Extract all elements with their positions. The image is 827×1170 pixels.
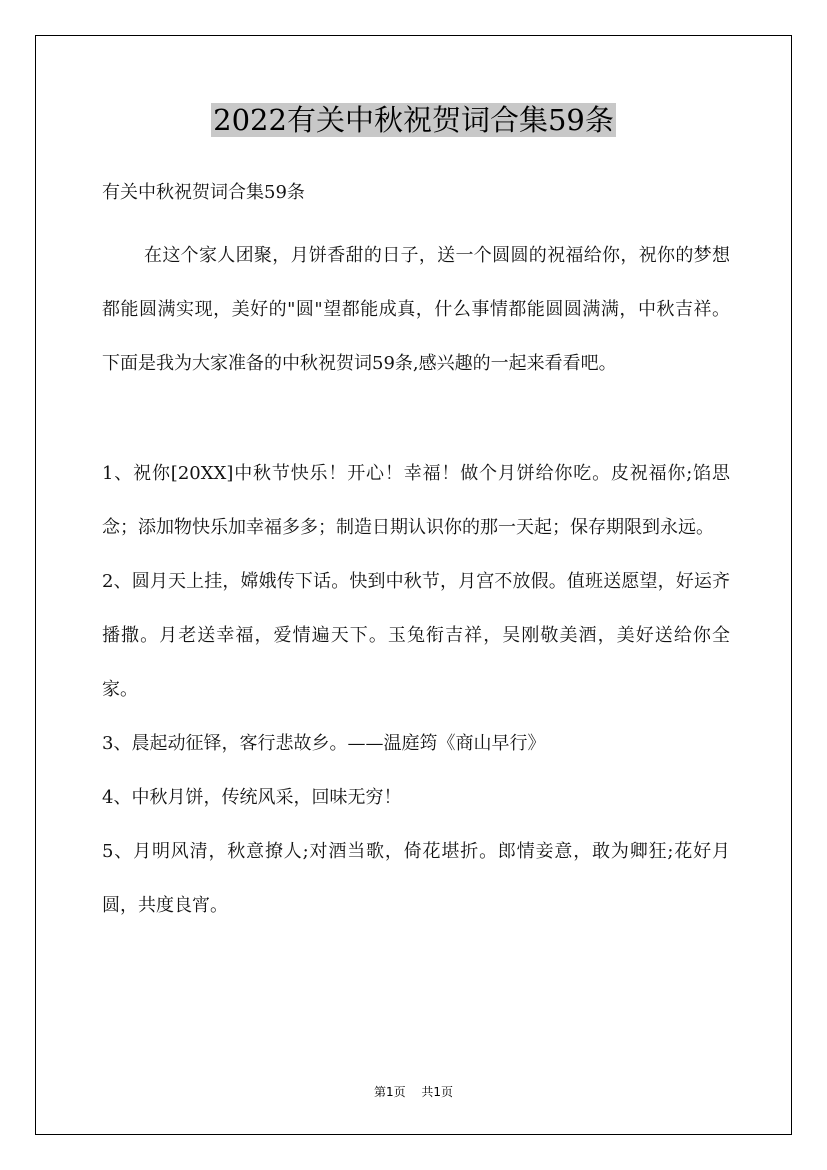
- page-total: 共1页: [421, 1085, 454, 1099]
- list-item: 2、圆月天上挂，嫦娥传下话。快到中秋节，月宫不放假。值班送愿望，好运齐播撒。月老送幸福，爱情遍天下。玉兔衔吉祥，吴刚敬美酒，美好送给你全家。: [102, 571, 730, 700]
- document-body: [102, 175, 730, 933]
- page-footer: [0, 1083, 827, 1100]
- document-title: 2022有关中秋祝贺词合集59条: [213, 103, 614, 137]
- list-item: 4、中秋月饼，传统风采，回味无穷！: [102, 787, 402, 808]
- document-title-wrap: [0, 100, 827, 140]
- greetings-list: [102, 447, 730, 933]
- list-item: 5、月明风清，秋意撩人;对酒当歌，倚花堪折。郎情妾意，敢为卿狂;花好月圆，共度良宵。: [102, 841, 730, 916]
- page-number: 第1页: [373, 1085, 406, 1099]
- list-item: 1、祝你[20XX]中秋节快乐！开心！幸福！做个月饼给你吃。皮祝福你;馅思念；添加物快乐加幸福多多；制造日期认识你的那一天起；保存期限到永远。: [102, 463, 730, 538]
- document-subtitle: 有关中秋祝贺词合集59条: [102, 182, 305, 203]
- list-item: 3、晨起动征铎，客行悲故乡。——温庭筠《商山早行》: [102, 733, 546, 754]
- intro-paragraph: 在这个家人团聚，月饼香甜的日子，送一个圆圆的祝福给你，祝你的梦想都能圆满实现，美好的"圆"望都能成真，什么事情都能圆圆满满，中秋吉祥。下面是我为大家准备的中秋祝贺词59条,感兴趣的一起来看看吧。: [102, 245, 730, 374]
